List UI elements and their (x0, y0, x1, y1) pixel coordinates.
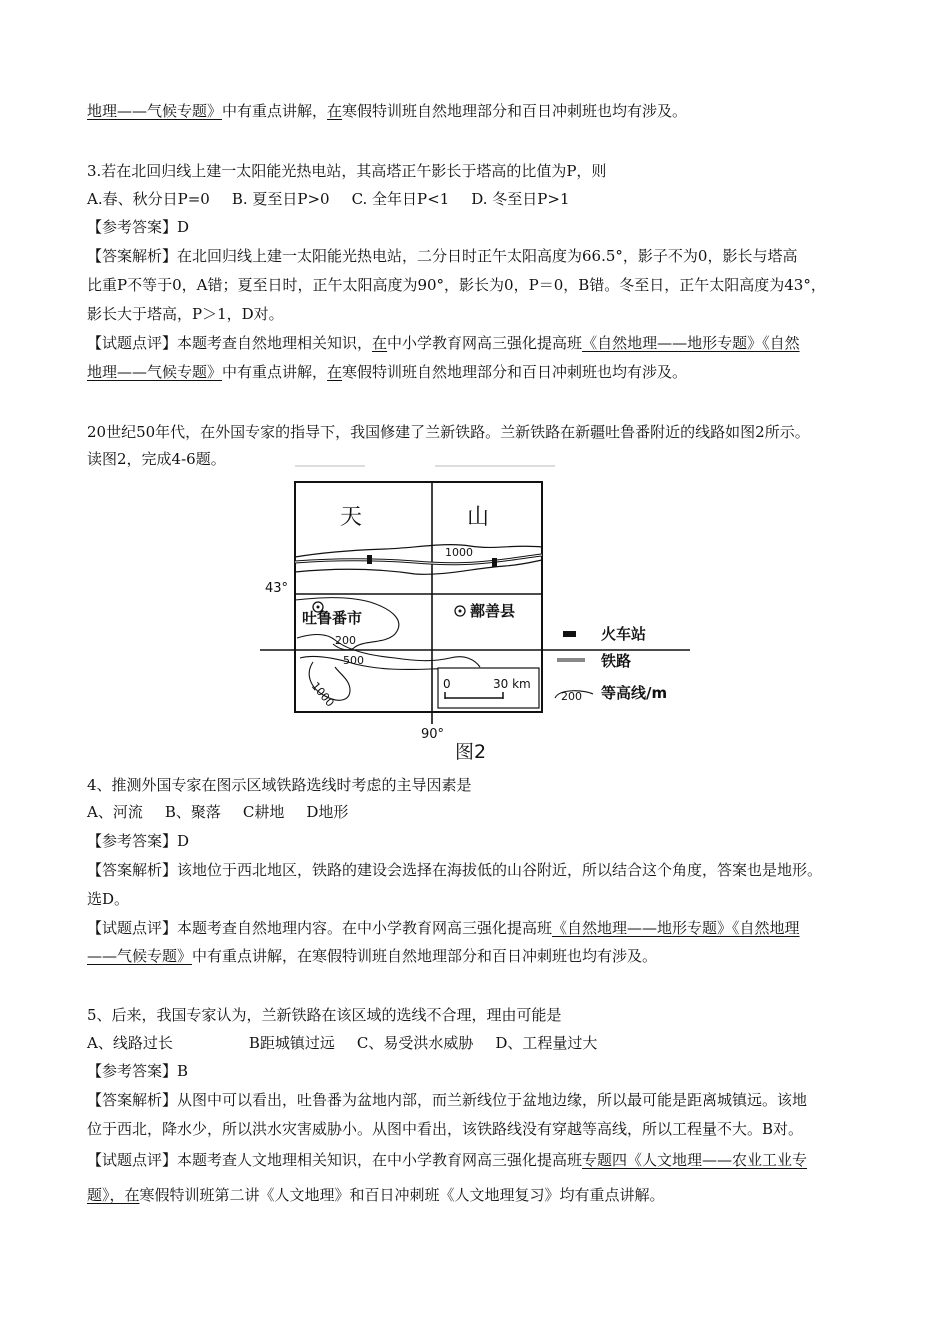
q3-comment-line-1: 【试题点评】本题考查自然地理相关知识，在中小学教育网高三强化提高班《自然地理——地形专题》《自然 (87, 334, 800, 352)
label-contour-500: 500 (343, 654, 364, 667)
shanshan-county-dot (459, 610, 462, 613)
q4-comment-line-1: 【试题点评】本题考查自然地理内容。在中小学教育网高三强化提高班《自然地理——地形专题》《自然地理 (87, 919, 800, 937)
q4-option-a: A、河流 (87, 803, 143, 821)
scale-distance: 30 km (493, 677, 531, 691)
label-lon-90: 90° (421, 727, 445, 742)
label-lat-43: 43° (265, 581, 289, 596)
q5-comment-line-2: 题》，在寒假特训班第二讲《人文地理》和百日冲刺班《人文地理复习》均有重点讲解。 (87, 1186, 665, 1204)
figure-caption: 图2 (455, 741, 487, 762)
label-shan: 山 (467, 505, 490, 530)
q5-comment-line-1: 【试题点评】本题考查人文地理相关知识，在中小学教育网高三强化提高班专题四《人文地理——农业工业专 (87, 1151, 808, 1169)
q3-analysis-line-3: 影长大于塔高，P＞1，D对。 (87, 305, 284, 323)
passage-line-1: 20世纪50年代，在外国专家的指导下，我国修建了兰新铁路。兰新铁路在新疆吐鲁番附近的线路如图2所示。 (87, 423, 810, 441)
q4-answer: 【参考答案】D (87, 832, 190, 850)
q5-option-a: A、线路过长 (87, 1034, 173, 1052)
legend-station-icon (563, 631, 576, 637)
q5-option-d: D、工程量过大 (495, 1034, 598, 1052)
intro-comment-tail: 地理——气候专题》中有重点讲解，在寒假特训班自然地理部分和百日冲刺班也均有涉及。 (87, 102, 688, 120)
station-1 (367, 555, 372, 564)
q5-analysis-line-1: 【答案解析】从图中可以看出，吐鲁番为盆地内部，而兰新线位于盆地边缘，所以最可能是距离城镇远。该地 (87, 1091, 808, 1109)
label-contour-200: 200 (335, 634, 356, 647)
passage-line-2: 读图2，完成4-6题。 (87, 450, 226, 468)
legend-contour-label: 等高线/m (601, 684, 668, 702)
scale-zero: 0 (443, 677, 451, 691)
label-contour-1000-top: 1000 (445, 546, 473, 559)
q3-option-a: A.春、秋分日P=0 (87, 190, 210, 208)
course-link[interactable]: 《自然地理——地形专题》《自然地理 (552, 919, 800, 937)
q3-stem: 3.若在北回归线上建一太阳能光热电站，其高塔正午影长于塔高的比值为P，则 (87, 162, 607, 180)
legend-contour-value: 200 (561, 690, 582, 703)
course-link[interactable]: 《自然地理——地形专题》《自然 (582, 334, 800, 352)
contour-200 (297, 635, 480, 668)
q4-option-d: D地形 (306, 803, 349, 821)
q3-option-b: B. 夏至日P>0 (231, 190, 330, 208)
q5-option-c: C、易受洪水威胁 (356, 1034, 474, 1052)
label-contour-1000-bottom: 1000 (308, 679, 337, 710)
contour-1000-top (295, 545, 542, 557)
q3-analysis-line-1: 【答案解析】在北回归线上建一太阳能光热电站，二分日时正午太阳高度为66.5°，影子不为0，影长与塔高 (87, 247, 798, 265)
course-link[interactable]: ——气候专题》 (87, 947, 193, 965)
q4-option-b: B、聚落 (164, 803, 221, 821)
q5-answer: 【参考答案】B (87, 1062, 189, 1080)
label-shanshan: 鄯善县 (470, 602, 516, 620)
q5-options (87, 1033, 597, 1053)
course-link[interactable]: 地理——气候专题》 (87, 102, 223, 120)
q3-answer: 【参考答案】D (87, 218, 190, 236)
station-2 (492, 558, 497, 567)
legend-station-label: 火车站 (601, 625, 647, 643)
q3-option-d: D. 冬至日P>1 (471, 190, 570, 208)
course-link[interactable]: 专题四《人文地理——农业工业专 (582, 1151, 808, 1169)
course-link[interactable]: 题》，在 (87, 1186, 140, 1204)
q4-options (87, 802, 348, 822)
q5-analysis-line-2: 位于西北，降水少，所以洪水灾害威胁小。从图中看出，该铁路线没有穿越等高线，所以工程量不大。B对。 (87, 1120, 804, 1138)
q4-comment-line-2: ——气候专题》中有重点讲解，在寒假特训班自然地理部分和百日冲刺班也均有涉及。 (87, 947, 658, 965)
q5-stem: 5、后来，我国专家认为，兰新铁路在该区域的选线不合理，理由可能是 (87, 1006, 562, 1024)
course-link[interactable]: 地理——气候专题》 (87, 363, 223, 381)
q4-analysis-line-2: 选D。 (87, 890, 130, 908)
q4-option-c: C耕地 (242, 803, 285, 821)
figure-2-map (255, 462, 695, 762)
q3-analysis-line-2: 比重P不等于0，A错；夏至日时，正午太阳高度为90°，影长为0，P＝0，B错。冬至日，正午太阳高度为43°， (87, 276, 826, 294)
label-turpan: 吐鲁番市 (302, 609, 363, 627)
q3-option-c: C. 全年日P<1 (351, 190, 450, 208)
label-tian: 天 (340, 505, 363, 530)
q4-analysis-line-1: 【答案解析】该地位于西北地区，铁路的建设会选择在海拔低的山谷附近，所以结合这个角度，答案也是地形。 (87, 861, 823, 879)
q5-option-b: B距城镇过远 (248, 1034, 335, 1052)
q3-options (87, 189, 570, 209)
legend-rail-label: 铁路 (601, 652, 632, 670)
q3-comment-line-2: 地理——气候专题》中有重点讲解，在寒假特训班自然地理部分和百日冲刺班也均有涉及。 (87, 363, 688, 381)
q4-stem: 4、推测外国专家在图示区域铁路选线时考虑的主导因素是 (87, 776, 472, 794)
